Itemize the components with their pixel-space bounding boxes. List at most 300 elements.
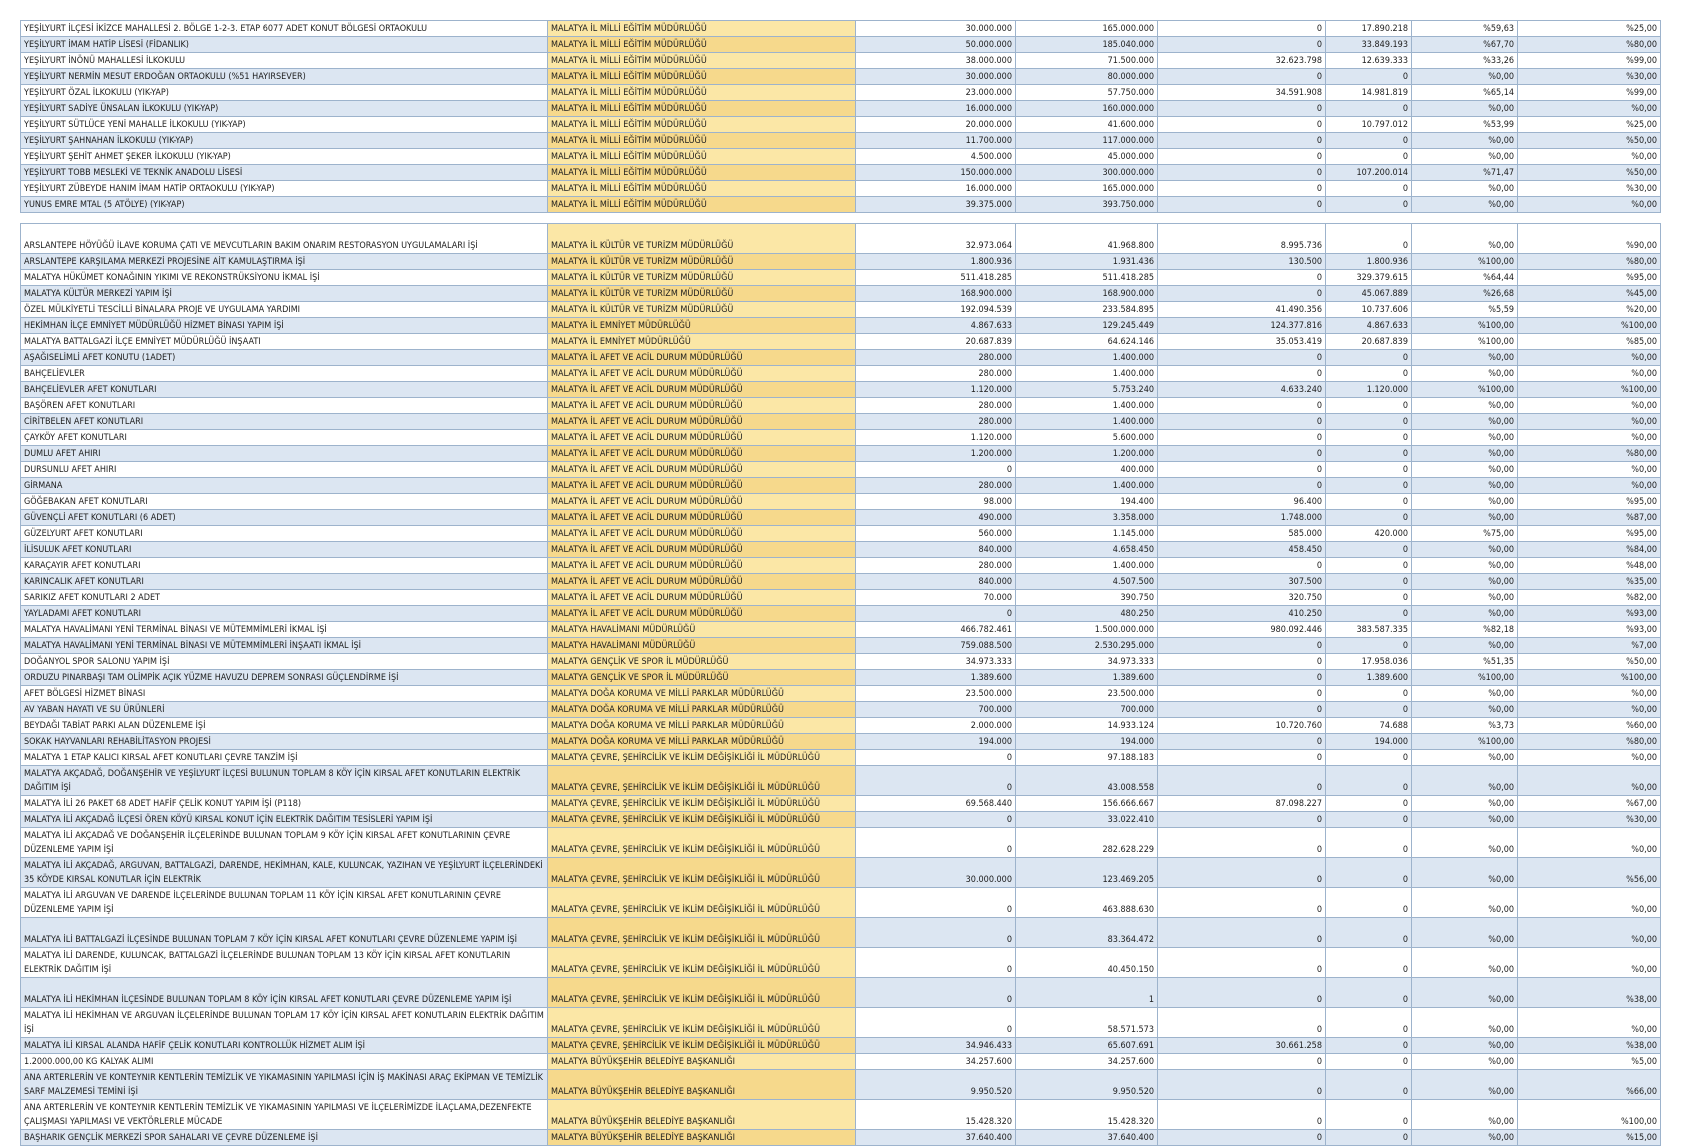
spending-ratio-cell: %67,70	[1412, 37, 1518, 53]
project-table	[20, 20, 1661, 1146]
physical-progress-cell: %0,00	[1518, 149, 1661, 165]
previous-spending-cell: 35.053.419	[1158, 334, 1326, 350]
allocation-cell: 0	[856, 812, 1016, 828]
previous-spending-cell: 0	[1158, 918, 1326, 948]
agency-cell: MALATYA DOĞA KORUMA VE MİLLİ PARKLAR MÜDÜRLÜĞÜ	[548, 734, 856, 750]
spending-ratio-cell: %0,00	[1412, 101, 1518, 117]
agency-cell: MALATYA HAVALİMANI MÜDÜRLÜĞÜ	[548, 622, 856, 638]
spending-ratio-cell: %0,00	[1412, 542, 1518, 558]
agency-cell: MALATYA İL MİLLİ EĞİTİM MÜDÜRLÜĞÜ	[548, 133, 856, 149]
project-cost-cell: 1.931.436	[1016, 254, 1158, 270]
spending-ratio-cell: %59,63	[1412, 21, 1518, 37]
project-name-cell: MALATYA İLİ DARENDE, KULUNCAK, BATTALGAZİ İLÇELERİNDE BULUNAN TOPLAM 13 KÖY İÇİN KIRSAL AFET KONUTLARIN ELEKTRİK DAĞITIM İŞİ	[21, 948, 548, 978]
agency-cell: MALATYA BÜYÜKŞEHİR BELEDİYE BAŞKANLIĞI	[548, 1070, 856, 1100]
agency-cell: MALATYA İL AFET VE ACİL DURUM MÜDÜRLÜĞÜ	[548, 478, 856, 494]
previous-spending-cell: 0	[1158, 1054, 1326, 1070]
allocation-cell: 511.418.285	[856, 270, 1016, 286]
allocation-cell: 0	[856, 1008, 1016, 1038]
agency-cell: MALATYA İL MİLLİ EĞİTİM MÜDÜRLÜĞÜ	[548, 53, 856, 69]
table-row	[21, 858, 1661, 888]
spending-ratio-cell: %0,00	[1412, 1130, 1518, 1146]
physical-progress-cell: %93,00	[1518, 622, 1661, 638]
project-name-cell: MALATYA HAVALİMANI YENİ TERMİNAL BİNASI VE MÜTEMMİMLERİ İNŞAATI İKMAL İŞİ	[21, 638, 548, 654]
table-row	[21, 117, 1661, 133]
project-name-cell: YEŞİLYURT SADİYE ÜNSALAN İLKOKULU (YIK-YAP)	[21, 101, 548, 117]
physical-progress-cell: %0,00	[1518, 197, 1661, 213]
spending-ratio-cell: %0,00	[1412, 149, 1518, 165]
physical-progress-cell: %60,00	[1518, 718, 1661, 734]
current-spending-cell: 17.958.036	[1326, 654, 1412, 670]
spending-ratio-cell: %53,99	[1412, 117, 1518, 133]
table-row	[21, 606, 1661, 622]
current-spending-cell: 0	[1326, 918, 1412, 948]
agency-cell: MALATYA İL KÜLTÜR VE TURİZM MÜDÜRLÜĞÜ	[548, 302, 856, 318]
physical-progress-cell: %80,00	[1518, 446, 1661, 462]
agency-cell: MALATYA ÇEVRE, ŞEHİRCİLİK VE İKLİM DEĞİŞİKLİĞİ İL MÜDÜRLÜĞÜ	[548, 918, 856, 948]
project-cost-cell: 282.628.229	[1016, 828, 1158, 858]
spending-ratio-cell: %82,18	[1412, 622, 1518, 638]
table-row	[21, 686, 1661, 702]
table-row	[21, 133, 1661, 149]
table-row	[21, 334, 1661, 350]
previous-spending-cell: 0	[1158, 1100, 1326, 1130]
project-cost-cell: 168.900.000	[1016, 286, 1158, 302]
project-cost-cell: 5.753.240	[1016, 382, 1158, 398]
previous-spending-cell: 0	[1158, 686, 1326, 702]
project-cost-cell: 1.145.000	[1016, 526, 1158, 542]
table-row	[21, 478, 1661, 494]
previous-spending-cell: 41.490.356	[1158, 302, 1326, 318]
current-spending-cell: 0	[1326, 948, 1412, 978]
spending-ratio-cell: %0,00	[1412, 796, 1518, 812]
previous-spending-cell: 0	[1158, 350, 1326, 366]
previous-spending-cell: 0	[1158, 286, 1326, 302]
allocation-cell: 50.000.000	[856, 37, 1016, 53]
previous-spending-cell: 34.591.908	[1158, 85, 1326, 101]
agency-cell: MALATYA İL EMNİYET MÜDÜRLÜĞÜ	[548, 318, 856, 334]
project-cost-cell: 33.022.410	[1016, 812, 1158, 828]
project-cost-cell: 194.000	[1016, 734, 1158, 750]
project-cost-cell: 65.607.691	[1016, 1038, 1158, 1054]
project-name-cell: GÜZELYURT AFET KONUTLARI	[21, 526, 548, 542]
physical-progress-cell: %35,00	[1518, 574, 1661, 590]
project-name-cell: YEŞİLYURT NERMİN MESUT ERDOĞAN ORTAOKULU (%51 HAYIRSEVER)	[21, 69, 548, 85]
table-row	[21, 1038, 1661, 1054]
table-row	[21, 430, 1661, 446]
agency-cell: MALATYA DOĞA KORUMA VE MİLLİ PARKLAR MÜDÜRLÜĞÜ	[548, 686, 856, 702]
physical-progress-cell: %95,00	[1518, 526, 1661, 542]
previous-spending-cell: 0	[1158, 21, 1326, 37]
allocation-cell: 168.900.000	[856, 286, 1016, 302]
spending-ratio-cell: %0,00	[1412, 1008, 1518, 1038]
previous-spending-cell: 458.450	[1158, 542, 1326, 558]
allocation-cell: 2.000.000	[856, 718, 1016, 734]
project-cost-cell: 14.933.124	[1016, 718, 1158, 734]
physical-progress-cell: %20,00	[1518, 302, 1661, 318]
project-cost-cell: 15.428.320	[1016, 1100, 1158, 1130]
previous-spending-cell: 0	[1158, 766, 1326, 796]
current-spending-cell: 0	[1326, 510, 1412, 526]
table-row	[21, 670, 1661, 686]
project-name-cell: AV YABAN HAYATI VE SU ÜRÜNLERİ	[21, 702, 548, 718]
agency-cell: MALATYA İL MİLLİ EĞİTİM MÜDÜRLÜĞÜ	[548, 85, 856, 101]
current-spending-cell: 0	[1326, 796, 1412, 812]
previous-spending-cell: 0	[1158, 888, 1326, 918]
current-spending-cell: 107.200.014	[1326, 165, 1412, 181]
previous-spending-cell: 30.661.258	[1158, 1038, 1326, 1054]
project-cost-cell: 2.530.295.000	[1016, 638, 1158, 654]
current-spending-cell: 0	[1326, 590, 1412, 606]
agency-cell: MALATYA ÇEVRE, ŞEHİRCİLİK VE İKLİM DEĞİŞİKLİĞİ İL MÜDÜRLÜĞÜ	[548, 750, 856, 766]
previous-spending-cell: 130.500	[1158, 254, 1326, 270]
previous-spending-cell: 0	[1158, 558, 1326, 574]
table-row	[21, 638, 1661, 654]
previous-spending-cell: 0	[1158, 165, 1326, 181]
current-spending-cell: 10.737.606	[1326, 302, 1412, 318]
table-row	[21, 224, 1661, 254]
project-cost-cell: 700.000	[1016, 702, 1158, 718]
allocation-cell: 23.500.000	[856, 686, 1016, 702]
table-row	[21, 654, 1661, 670]
physical-progress-cell: %100,00	[1518, 318, 1661, 334]
project-cost-cell: 129.245.449	[1016, 318, 1158, 334]
table-row	[21, 918, 1661, 948]
allocation-cell: 0	[856, 828, 1016, 858]
table-row	[21, 197, 1661, 213]
project-name-cell: MALATYA İLİ AKÇADAĞ İLÇESİ ÖREN KÖYÜ KIRSAL KONUT İÇİN ELEKTRİK DAĞITIM TESİSLERİ YAPIM İŞİ	[21, 812, 548, 828]
agency-cell: MALATYA İL AFET VE ACİL DURUM MÜDÜRLÜĞÜ	[548, 526, 856, 542]
allocation-cell: 1.200.000	[856, 446, 1016, 462]
allocation-cell: 150.000.000	[856, 165, 1016, 181]
table-row	[21, 286, 1661, 302]
allocation-cell: 15.428.320	[856, 1100, 1016, 1130]
project-name-cell: ARSLANTEPE KARŞILAMA MERKEZİ PROJESİNE AİT KAMULAŞTIRMA İŞİ	[21, 254, 548, 270]
spacer-cell	[548, 213, 856, 224]
agency-cell: MALATYA BÜYÜKŞEHİR BELEDİYE BAŞKANLIĞI	[548, 1054, 856, 1070]
previous-spending-cell: 0	[1158, 69, 1326, 85]
project-cost-cell: 233.584.895	[1016, 302, 1158, 318]
project-name-cell: MALATYA İLİ AKÇADAĞ, ARGUVAN, BATTALGAZİ, DARENDE, HEKİMHAN, KALE, KULUNCAK, YAZIHAN VE YEŞİLYURT İLÇELERİNDEKİ 35 KÖYDE KIRSAL KONUTLAR İÇİN ELEKTRİK	[21, 858, 548, 888]
spending-ratio-cell: %5,59	[1412, 302, 1518, 318]
previous-spending-cell: 0	[1158, 702, 1326, 718]
project-name-cell: BAŞHARIK GENÇLİK MERKEZİ SPOR SAHALARI VE ÇEVRE DÜZENLEME İŞİ	[21, 1130, 548, 1146]
allocation-cell: 0	[856, 948, 1016, 978]
physical-progress-cell: %99,00	[1518, 85, 1661, 101]
project-name-cell: MALATYA İLİ BATTALGAZİ İLÇESİNDE BULUNAN TOPLAM 7 KÖY İÇİN KIRSAL AFET KONUTLARI ÇEVRE DÜZENLEME YAPIM İŞİ	[21, 918, 548, 948]
table-row	[21, 1100, 1661, 1130]
project-name-cell: KARINCALIK AFET KONUTLARI	[21, 574, 548, 590]
project-name-cell: SOKAK HAYVANLARI REHABİLİTASYON PROJESİ	[21, 734, 548, 750]
spacer-row	[21, 213, 1661, 224]
table-row	[21, 254, 1661, 270]
project-name-cell: MALATYA AKÇADAĞ, DOĞANŞEHİR VE YEŞİLYURT İLÇESİ BULUNUN TOPLAM 8 KÖY İÇİN KIRSAL AFET KONUTLARIN ELEKTRİK DAĞITIM İŞİ	[21, 766, 548, 796]
table-row	[21, 382, 1661, 398]
table-row	[21, 888, 1661, 918]
previous-spending-cell: 0	[1158, 133, 1326, 149]
spending-ratio-cell: %100,00	[1412, 318, 1518, 334]
table-row	[21, 270, 1661, 286]
project-name-cell: MALATYA BATTALGAZİ İLÇE EMNİYET MÜDÜRLÜĞÜ İNŞAATI	[21, 334, 548, 350]
project-name-cell: MALATYA İLİ ARGUVAN VE DARENDE İLÇELERİNDE BULUNAN TOPLAM 11 KÖY İÇİN KIRSAL AFET KONUTLARININ ÇEVRE DÜZENLEME YAPIM İŞİ	[21, 888, 548, 918]
project-cost-cell: 9.950.520	[1016, 1070, 1158, 1100]
spacer-cell	[856, 213, 1016, 224]
table-row	[21, 590, 1661, 606]
table-row	[21, 766, 1661, 796]
current-spending-cell: 0	[1326, 574, 1412, 590]
allocation-cell: 280.000	[856, 478, 1016, 494]
spending-ratio-cell: %0,00	[1412, 430, 1518, 446]
spending-ratio-cell: %0,00	[1412, 510, 1518, 526]
allocation-cell: 280.000	[856, 398, 1016, 414]
spending-ratio-cell: %0,00	[1412, 858, 1518, 888]
project-name-cell: BAŞÖREN AFET KONUTLARI	[21, 398, 548, 414]
project-cost-cell: 393.750.000	[1016, 197, 1158, 213]
allocation-cell: 466.782.461	[856, 622, 1016, 638]
project-cost-cell: 1.389.600	[1016, 670, 1158, 686]
spending-ratio-cell: %0,00	[1412, 590, 1518, 606]
current-spending-cell: 4.867.633	[1326, 318, 1412, 334]
allocation-cell: 560.000	[856, 526, 1016, 542]
project-name-cell: YEŞİLYURT ÖZAL İLKOKULU (YIK-YAP)	[21, 85, 548, 101]
project-name-cell: YUNUS EMRE MTAL (5 ATÖLYE) (YIK-YAP)	[21, 197, 548, 213]
table-row	[21, 398, 1661, 414]
allocation-cell: 98.000	[856, 494, 1016, 510]
project-name-cell: HEKİMHAN İLÇE EMNİYET MÜDÜRLÜĞÜ HİZMET BİNASI YAPIM İŞİ	[21, 318, 548, 334]
current-spending-cell: 0	[1326, 766, 1412, 796]
physical-progress-cell: %48,00	[1518, 558, 1661, 574]
physical-progress-cell: %25,00	[1518, 21, 1661, 37]
agency-cell: MALATYA BÜYÜKŞEHİR BELEDİYE BAŞKANLIĞI	[548, 1130, 856, 1146]
allocation-cell: 280.000	[856, 350, 1016, 366]
previous-spending-cell: 0	[1158, 430, 1326, 446]
physical-progress-cell: %84,00	[1518, 542, 1661, 558]
previous-spending-cell: 0	[1158, 270, 1326, 286]
physical-progress-cell: %25,00	[1518, 117, 1661, 133]
previous-spending-cell: 87.098.227	[1158, 796, 1326, 812]
current-spending-cell: 0	[1326, 638, 1412, 654]
allocation-cell: 30.000.000	[856, 69, 1016, 85]
allocation-cell: 840.000	[856, 574, 1016, 590]
current-spending-cell: 383.587.335	[1326, 622, 1412, 638]
spending-ratio-cell: %26,68	[1412, 286, 1518, 302]
agency-cell: MALATYA İL AFET VE ACİL DURUM MÜDÜRLÜĞÜ	[548, 382, 856, 398]
allocation-cell: 192.094.539	[856, 302, 1016, 318]
physical-progress-cell: %80,00	[1518, 254, 1661, 270]
table-row	[21, 85, 1661, 101]
agency-cell: MALATYA ÇEVRE, ŞEHİRCİLİK VE İKLİM DEĞİŞİKLİĞİ İL MÜDÜRLÜĞÜ	[548, 978, 856, 1008]
previous-spending-cell: 4.633.240	[1158, 382, 1326, 398]
spacer-cell	[1326, 213, 1412, 224]
project-name-cell: YEŞİLYURT SÜTLÜCE YENİ MAHALLE İLKOKULU (YIK-YAP)	[21, 117, 548, 133]
spending-ratio-cell: %64,44	[1412, 270, 1518, 286]
physical-progress-cell: %100,00	[1518, 1100, 1661, 1130]
current-spending-cell: 0	[1326, 366, 1412, 382]
project-cost-cell: 43.008.558	[1016, 766, 1158, 796]
physical-progress-cell: %80,00	[1518, 37, 1661, 53]
allocation-cell: 20.687.839	[856, 334, 1016, 350]
physical-progress-cell: %15,00	[1518, 1130, 1661, 1146]
previous-spending-cell: 0	[1158, 654, 1326, 670]
physical-progress-cell: %50,00	[1518, 654, 1661, 670]
allocation-cell: 0	[856, 606, 1016, 622]
previous-spending-cell: 0	[1158, 948, 1326, 978]
current-spending-cell: 420.000	[1326, 526, 1412, 542]
table-row	[21, 101, 1661, 117]
current-spending-cell: 0	[1326, 606, 1412, 622]
previous-spending-cell: 0	[1158, 101, 1326, 117]
current-spending-cell: 0	[1326, 1038, 1412, 1054]
physical-progress-cell: %5,00	[1518, 1054, 1661, 1070]
project-name-cell: MALATYA 1 ETAP KALICI KIRSAL AFET KONUTLARI ÇEVRE TANZİM İŞİ	[21, 750, 548, 766]
project-name-cell: BAHÇELİEVLER	[21, 366, 548, 382]
agency-cell: MALATYA İL AFET VE ACİL DURUM MÜDÜRLÜĞÜ	[548, 446, 856, 462]
agency-cell: MALATYA ÇEVRE, ŞEHİRCİLİK VE İKLİM DEĞİŞİKLİĞİ İL MÜDÜRLÜĞÜ	[548, 766, 856, 796]
previous-spending-cell: 0	[1158, 1008, 1326, 1038]
previous-spending-cell: 124.377.816	[1158, 318, 1326, 334]
project-name-cell: SARIKIZ AFET KONUTLARI 2 ADET	[21, 590, 548, 606]
table-row	[21, 1008, 1661, 1038]
spending-ratio-cell: %0,00	[1412, 948, 1518, 978]
physical-progress-cell: %0,00	[1518, 350, 1661, 366]
physical-progress-cell: %0,00	[1518, 828, 1661, 858]
project-name-cell: ÇAYKÖY AFET KONUTLARI	[21, 430, 548, 446]
agency-cell: MALATYA İL AFET VE ACİL DURUM MÜDÜRLÜĞÜ	[548, 558, 856, 574]
physical-progress-cell: %85,00	[1518, 334, 1661, 350]
allocation-cell: 280.000	[856, 366, 1016, 382]
current-spending-cell: 0	[1326, 1130, 1412, 1146]
physical-progress-cell: %95,00	[1518, 270, 1661, 286]
physical-progress-cell: %66,00	[1518, 1070, 1661, 1100]
current-spending-cell: 45.067.889	[1326, 286, 1412, 302]
spending-ratio-cell: %0,00	[1412, 1100, 1518, 1130]
spending-ratio-cell: %0,00	[1412, 1038, 1518, 1054]
spacer-cell	[1518, 213, 1661, 224]
project-name-cell: YEŞİLYURT ŞAHNAHAN İLKOKULU (YIK-YAP)	[21, 133, 548, 149]
previous-spending-cell: 0	[1158, 446, 1326, 462]
project-cost-cell: 83.364.472	[1016, 918, 1158, 948]
project-cost-cell: 185.040.000	[1016, 37, 1158, 53]
project-name-cell: BEYDAĞI TABİAT PARKI ALAN DÜZENLEME İŞİ	[21, 718, 548, 734]
physical-progress-cell: %30,00	[1518, 812, 1661, 828]
agency-cell: MALATYA İL MİLLİ EĞİTİM MÜDÜRLÜĞÜ	[548, 117, 856, 133]
project-cost-cell: 165.000.000	[1016, 181, 1158, 197]
project-cost-cell: 37.640.400	[1016, 1130, 1158, 1146]
spending-ratio-cell: %100,00	[1412, 734, 1518, 750]
allocation-cell: 1.389.600	[856, 670, 1016, 686]
project-cost-cell: 1.400.000	[1016, 366, 1158, 382]
agency-cell: MALATYA İL KÜLTÜR VE TURİZM MÜDÜRLÜĞÜ	[548, 224, 856, 254]
spending-ratio-cell: %0,00	[1412, 828, 1518, 858]
current-spending-cell: 0	[1326, 494, 1412, 510]
allocation-cell: 16.000.000	[856, 101, 1016, 117]
allocation-cell: 38.000.000	[856, 53, 1016, 69]
allocation-cell: 11.700.000	[856, 133, 1016, 149]
project-name-cell: MALATYA KÜLTÜR MERKEZİ YAPIM İŞİ	[21, 286, 548, 302]
spending-ratio-cell: %0,00	[1412, 69, 1518, 85]
spending-ratio-cell: %100,00	[1412, 670, 1518, 686]
table-row	[21, 350, 1661, 366]
current-spending-cell: 0	[1326, 197, 1412, 213]
table-row	[21, 718, 1661, 734]
physical-progress-cell: %95,00	[1518, 494, 1661, 510]
agency-cell: MALATYA ÇEVRE, ŞEHİRCİLİK VE İKLİM DEĞİŞİKLİĞİ İL MÜDÜRLÜĞÜ	[548, 828, 856, 858]
project-cost-cell: 156.666.667	[1016, 796, 1158, 812]
project-name-cell: YEŞİLYURT İMAM HATİP LİSESİ (FİDANLIK)	[21, 37, 548, 53]
previous-spending-cell: 0	[1158, 1130, 1326, 1146]
current-spending-cell: 33.849.193	[1326, 37, 1412, 53]
agency-cell: MALATYA GENÇLİK VE SPOR İL MÜDÜRLÜĞÜ	[548, 670, 856, 686]
previous-spending-cell: 0	[1158, 366, 1326, 382]
project-cost-cell: 57.750.000	[1016, 85, 1158, 101]
spacer-cell	[1016, 213, 1158, 224]
project-name-cell: YEŞİLYURT İLÇESİ İKİZCE MAHALLESİ 2. BÖLGE 1-2-3. ETAP 6077 ADET KONUT BÖLGESİ ORTAOKULU	[21, 21, 548, 37]
project-name-cell: CİRİTBELEN AFET KONUTLARI	[21, 414, 548, 430]
table-row	[21, 574, 1661, 590]
spending-ratio-cell: %51,35	[1412, 654, 1518, 670]
table-row	[21, 1054, 1661, 1070]
project-name-cell: GÖĞEBAKAN AFET KONUTLARI	[21, 494, 548, 510]
table-row	[21, 812, 1661, 828]
current-spending-cell: 1.120.000	[1326, 382, 1412, 398]
physical-progress-cell: %0,00	[1518, 462, 1661, 478]
project-cost-cell: 64.624.146	[1016, 334, 1158, 350]
table-row	[21, 318, 1661, 334]
agency-cell: MALATYA İL KÜLTÜR VE TURİZM MÜDÜRLÜĞÜ	[548, 286, 856, 302]
current-spending-cell: 0	[1326, 133, 1412, 149]
current-spending-cell: 10.797.012	[1326, 117, 1412, 133]
spacer-cell	[1412, 213, 1518, 224]
project-name-cell: MALATYA İLİ HEKİMHAN İLÇESİNDE BULUNAN TOPLAM 8 KÖY İÇİN KIRSAL AFET KONUTLARI ÇEVRE DÜZENLEME YAPIM İŞİ	[21, 978, 548, 1008]
current-spending-cell: 0	[1326, 398, 1412, 414]
project-cost-cell: 3.358.000	[1016, 510, 1158, 526]
project-cost-cell: 400.000	[1016, 462, 1158, 478]
previous-spending-cell: 0	[1158, 978, 1326, 1008]
project-cost-cell: 5.600.000	[1016, 430, 1158, 446]
physical-progress-cell: %45,00	[1518, 286, 1661, 302]
spending-ratio-cell: %3,73	[1412, 718, 1518, 734]
allocation-cell: 9.950.520	[856, 1070, 1016, 1100]
project-cost-cell: 23.500.000	[1016, 686, 1158, 702]
allocation-cell: 490.000	[856, 510, 1016, 526]
physical-progress-cell: %100,00	[1518, 670, 1661, 686]
physical-progress-cell: %82,00	[1518, 590, 1661, 606]
current-spending-cell: 0	[1326, 558, 1412, 574]
project-cost-cell: 34.973.333	[1016, 654, 1158, 670]
project-name-cell: DURSUNLU AFET AHIRI	[21, 462, 548, 478]
project-cost-cell: 71.500.000	[1016, 53, 1158, 69]
current-spending-cell: 0	[1326, 828, 1412, 858]
previous-spending-cell: 0	[1158, 638, 1326, 654]
table-row	[21, 622, 1661, 638]
agency-cell: MALATYA ÇEVRE, ŞEHİRCİLİK VE İKLİM DEĞİŞİKLİĞİ İL MÜDÜRLÜĞÜ	[548, 1008, 856, 1038]
agency-cell: MALATYA İL MİLLİ EĞİTİM MÜDÜRLÜĞÜ	[548, 37, 856, 53]
spending-ratio-cell: %0,00	[1412, 1054, 1518, 1070]
project-name-cell: YEŞİLYURT TOBB MESLEKİ VE TEKNİK ANADOLU LİSESİ	[21, 165, 548, 181]
physical-progress-cell: %7,00	[1518, 638, 1661, 654]
allocation-cell: 280.000	[856, 558, 1016, 574]
table-row	[21, 542, 1661, 558]
physical-progress-cell: %0,00	[1518, 478, 1661, 494]
current-spending-cell: 0	[1326, 224, 1412, 254]
project-cost-cell: 34.257.600	[1016, 1054, 1158, 1070]
project-name-cell: ORDUZU PINARBAŞI TAM OLİMPİK AÇIK YÜZME HAVUZU DEPREM SONRASI GÜÇLENDİRME İŞİ	[21, 670, 548, 686]
current-spending-cell: 0	[1326, 69, 1412, 85]
project-cost-cell: 390.750	[1016, 590, 1158, 606]
spending-ratio-cell: %0,00	[1412, 398, 1518, 414]
agency-cell: MALATYA ÇEVRE, ŞEHİRCİLİK VE İKLİM DEĞİŞİKLİĞİ İL MÜDÜRLÜĞÜ	[548, 812, 856, 828]
spending-ratio-cell: %65,14	[1412, 85, 1518, 101]
agency-cell: MALATYA İL MİLLİ EĞİTİM MÜDÜRLÜĞÜ	[548, 181, 856, 197]
